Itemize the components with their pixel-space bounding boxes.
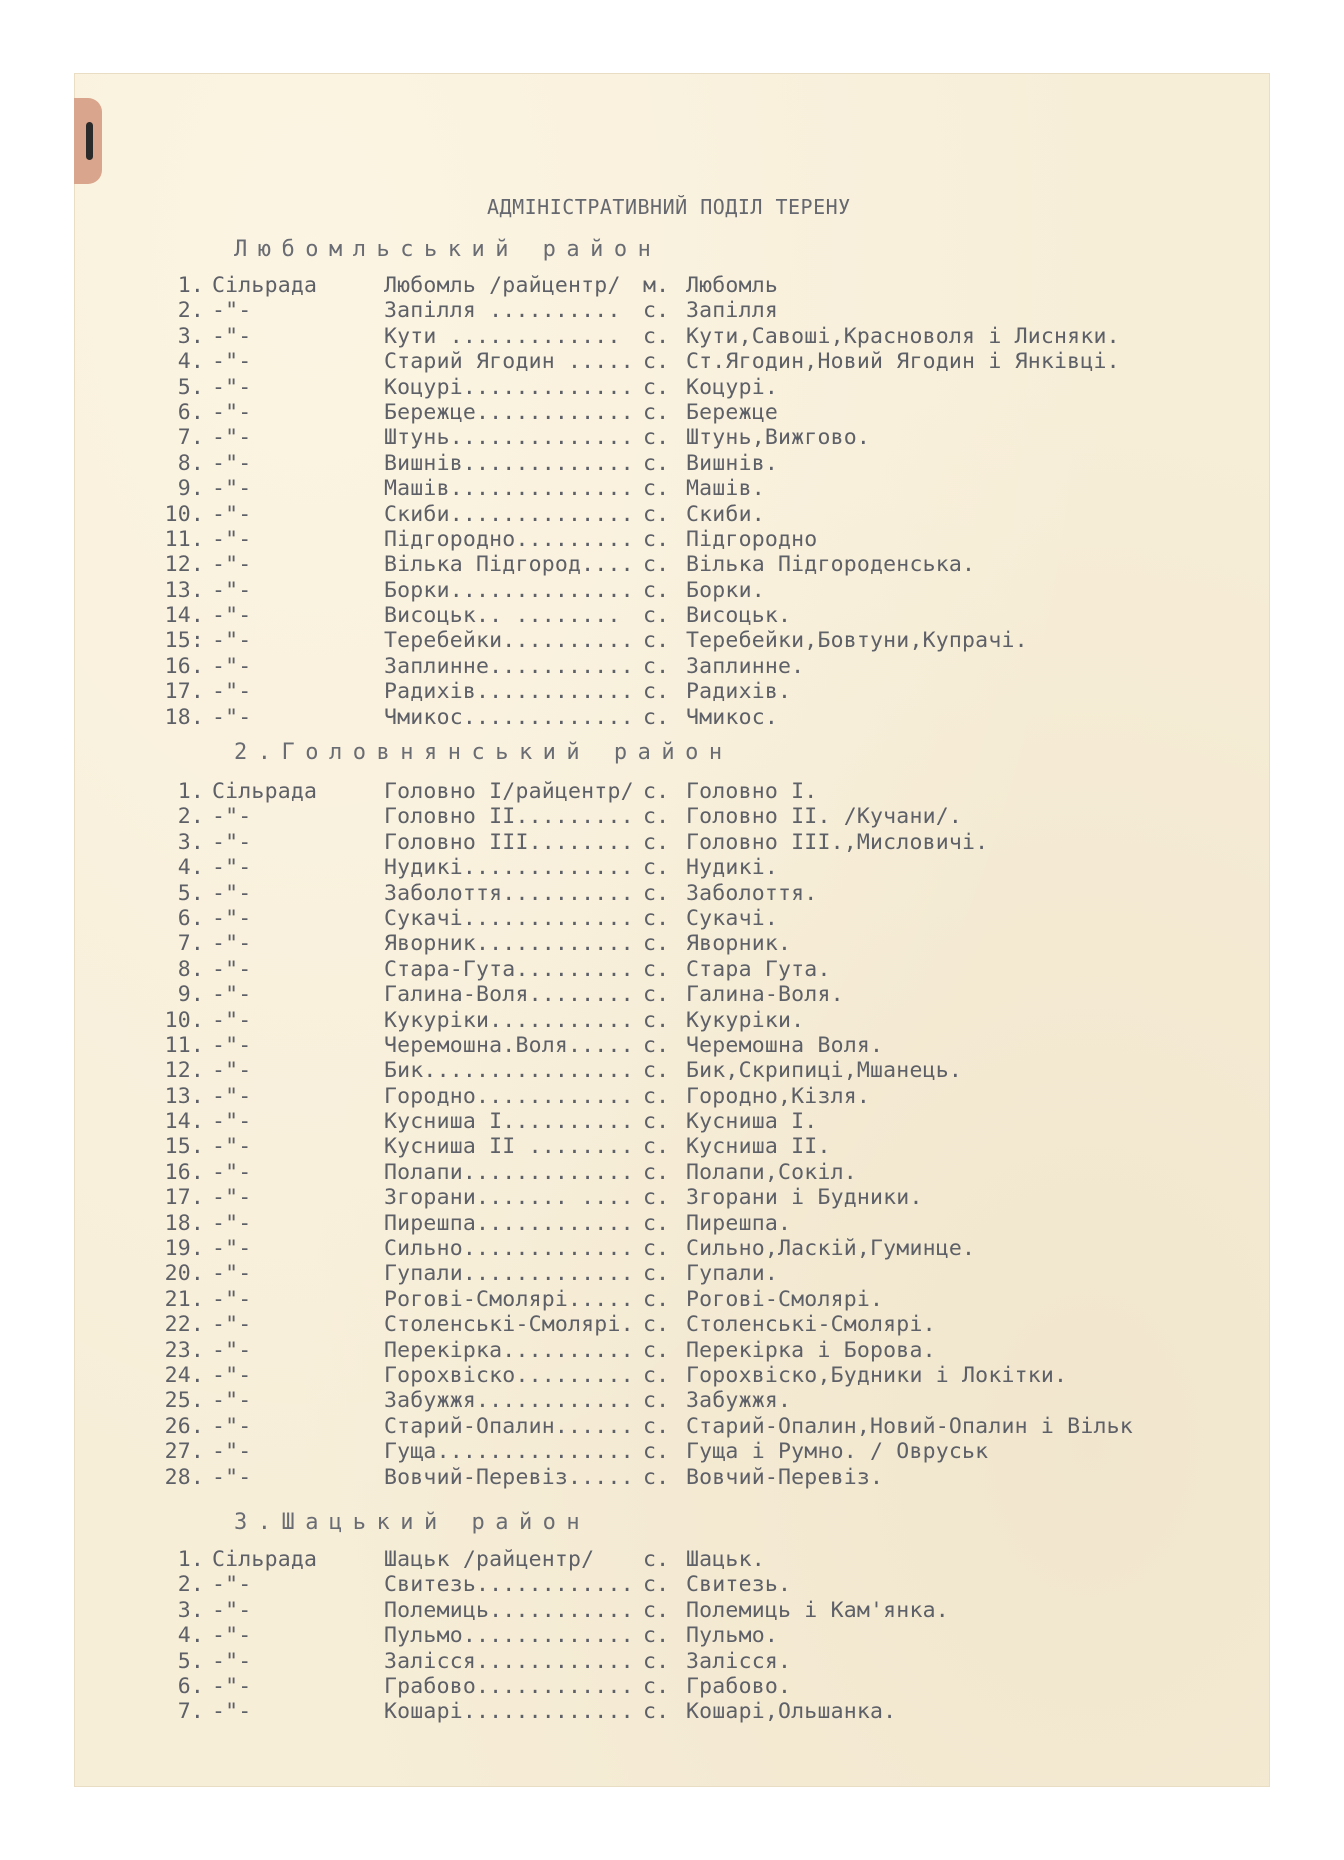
council-name: Головно І/райцентр/ [384, 779, 634, 804]
council-type: -"- [212, 905, 252, 931]
village-list: Заболоття. [686, 880, 818, 906]
row-number: 6. [177, 399, 204, 425]
council-type: -"- [212, 804, 252, 830]
council-type: -"- [212, 1185, 252, 1211]
council-type: -"- [212, 526, 252, 552]
settlement-kind: с. [643, 1058, 670, 1084]
settlement-kind: с. [643, 603, 670, 629]
village-list: Вишнів. [686, 450, 779, 476]
settlement-kind: с. [643, 526, 670, 552]
settlement-kind: с. [643, 1236, 670, 1262]
settlement-kind: с. [643, 1134, 670, 1160]
council-type: Сільрада [212, 779, 318, 804]
settlement-kind: с. [643, 1312, 670, 1338]
row-number: 12. [164, 1058, 204, 1084]
council-type: -"- [212, 1597, 252, 1623]
council-name: Рогові-Смолярі..... [384, 1286, 634, 1312]
council-type: -"- [212, 1261, 252, 1287]
village-list: Заплинне. [686, 653, 805, 679]
row-number: 13. [164, 1083, 204, 1109]
village-list: Полемиць і Кам'янка. [686, 1597, 949, 1623]
council-type: -"- [212, 399, 252, 425]
row-number: 20. [164, 1261, 204, 1287]
village-list: Шацьк. [686, 1547, 765, 1572]
village-list: Вовчий-Перевіз. [686, 1464, 884, 1490]
row-number: 6. [177, 1673, 204, 1699]
council-type: -"- [212, 450, 252, 476]
village-list: Пирешпа. [686, 1210, 792, 1236]
council-type: -"- [212, 1083, 252, 1109]
settlement-kind: с. [643, 552, 670, 578]
settlement-kind: с. [643, 982, 670, 1008]
row-number: 5. [177, 1648, 204, 1674]
village-list: Стара Гута. [686, 956, 831, 982]
settlement-kind: с. [643, 956, 670, 982]
council-name: Залісся............ [384, 1648, 634, 1674]
village-list: Нудикі. [686, 855, 779, 881]
village-list: Головно І. [686, 779, 818, 804]
council-name: Чмикос............. [384, 704, 634, 730]
settlement-kind: с. [643, 1547, 670, 1572]
village-list: Старий-Опалин,Новий-Опалин і Вільк [686, 1413, 1133, 1439]
settlement-kind: с. [643, 829, 670, 855]
council-name: Старий-Опалин...... [384, 1413, 634, 1439]
village-list: Свитезь. [686, 1572, 792, 1598]
settlement-kind: с. [643, 855, 670, 881]
settlement-kind: с. [643, 1439, 670, 1465]
council-type: -"- [212, 880, 252, 906]
village-list: Скиби. [686, 501, 765, 527]
village-list: Залісся. [686, 1648, 792, 1674]
village-list: Забужжя. [686, 1388, 792, 1414]
settlement-kind: с. [643, 1572, 670, 1598]
council-type: -"- [212, 603, 252, 629]
village-list: Радихів. [686, 679, 792, 705]
village-list: Черемошна Воля. [686, 1032, 884, 1058]
settlement-kind: с. [643, 1597, 670, 1623]
council-type: -"- [212, 982, 252, 1008]
council-type: -"- [212, 1388, 252, 1414]
council-name: Гупали............. [384, 1261, 634, 1287]
settlement-kind: с. [643, 1032, 670, 1058]
district-heading-shatsk: 3.Шацький район [234, 1510, 591, 1535]
council-name: Шацьк /райцентр/ [384, 1547, 595, 1572]
council-name: Столенські-Смолярі. [384, 1312, 634, 1338]
council-type: -"- [212, 476, 252, 502]
row-number: 24. [164, 1362, 204, 1388]
council-name: Кусниша ІІ ........ [384, 1134, 634, 1160]
row-number: 3. [177, 1597, 204, 1623]
row-number: 15. [164, 1134, 204, 1160]
village-list: Гуща і Румно. / Овруськ [686, 1439, 989, 1465]
council-name: Підгородно......... [384, 526, 634, 552]
council-name: Сукачі............. [384, 905, 634, 931]
village-list: Вілька Підгороденська. [686, 552, 976, 578]
council-name: Нудикі............. [384, 855, 634, 881]
council-type: -"- [212, 323, 252, 349]
settlement-kind: с. [643, 1464, 670, 1490]
document-page [74, 73, 1270, 1787]
council-type: -"- [212, 704, 252, 730]
council-type: -"- [212, 931, 252, 957]
village-list: Пульмо. [686, 1623, 779, 1649]
council-name: Городно............ [384, 1083, 634, 1109]
council-type: -"- [212, 501, 252, 527]
council-type: -"- [212, 1337, 252, 1363]
village-list: Бик,Скрипиці,Мшанець. [686, 1058, 963, 1084]
council-name: Свитезь............ [384, 1572, 634, 1598]
council-name: Кусниша І.......... [384, 1109, 634, 1135]
council-type: -"- [212, 425, 252, 451]
village-list: Головно ІІ. /Кучани/. [686, 804, 963, 830]
council-type: -"- [212, 855, 252, 881]
settlement-kind: с. [643, 1699, 670, 1725]
settlement-kind: с. [643, 804, 670, 830]
council-name: Бик................ [384, 1058, 634, 1084]
village-list: Любомль [686, 273, 779, 298]
council-type: -"- [212, 552, 252, 578]
village-list: Кусниша І. [686, 1109, 818, 1135]
council-name: Любомль /райцентр/ [384, 273, 621, 298]
council-type: -"- [212, 1058, 252, 1084]
settlement-kind: с. [643, 779, 670, 804]
village-list: Рогові-Смолярі. [686, 1286, 884, 1312]
village-list: Коцурі. [686, 374, 779, 400]
row-number: 4. [177, 855, 204, 881]
settlement-kind: с. [643, 1261, 670, 1287]
settlement-kind: с. [643, 1388, 670, 1414]
council-name: Висоцьк.. ........ [384, 603, 621, 629]
settlement-kind: с. [643, 577, 670, 603]
village-list: Горохвіско,Будники і Локітки. [686, 1362, 1068, 1388]
settlement-kind: с. [643, 1210, 670, 1236]
council-name: Штунь.............. [384, 425, 634, 451]
village-list: Висоцьк. [686, 603, 792, 629]
row-number: 19. [164, 1236, 204, 1262]
settlement-kind: с. [643, 425, 670, 451]
village-list: Кошарі,Ольшанка. [686, 1699, 897, 1725]
council-name: Запілля .......... [384, 298, 621, 324]
row-number: 11. [164, 1032, 204, 1058]
settlement-kind: с. [643, 1623, 670, 1649]
row-number: 16. [164, 653, 204, 679]
council-name: Кукуріки........... [384, 1007, 634, 1033]
council-name: Теребейки.......... [384, 628, 634, 654]
row-number: 10. [164, 501, 204, 527]
village-list: Чмикос. [686, 704, 779, 730]
row-number: 4. [177, 1623, 204, 1649]
settlement-kind: с. [643, 1159, 670, 1185]
village-list: Гупали. [686, 1261, 779, 1287]
village-list: Підгородно [686, 526, 818, 552]
settlement-kind: с. [643, 399, 670, 425]
row-number: 9. [177, 982, 204, 1008]
settlement-kind: с. [643, 501, 670, 527]
row-number: 25. [164, 1388, 204, 1414]
row-number: 4. [177, 349, 204, 375]
row-number: 16. [164, 1159, 204, 1185]
settlement-kind: с. [643, 450, 670, 476]
binding-tab [74, 98, 102, 184]
council-type: -"- [212, 1210, 252, 1236]
village-list: Полапи,Сокіл. [686, 1159, 857, 1185]
council-type: -"- [212, 1362, 252, 1388]
row-number: 8. [177, 450, 204, 476]
row-number: 8. [177, 956, 204, 982]
council-name: Головно ІІ......... [384, 804, 634, 830]
settlement-kind: с. [643, 1109, 670, 1135]
village-list: Теребейки,Бовтуни,Купрачі. [686, 628, 1028, 654]
council-type: -"- [212, 628, 252, 654]
row-number: 12. [164, 552, 204, 578]
council-type: -"- [212, 956, 252, 982]
council-type: -"- [212, 1572, 252, 1598]
row-number: 18. [164, 1210, 204, 1236]
council-name: Заболоття.......... [384, 880, 634, 906]
settlement-kind: с. [643, 1648, 670, 1674]
row-number: 26. [164, 1413, 204, 1439]
council-name: Машів.............. [384, 476, 634, 502]
council-type: Сільрада [212, 1547, 318, 1572]
settlement-kind: с. [643, 1286, 670, 1312]
district-heading-holovne: 2.Головнянський район [234, 740, 733, 765]
settlement-kind: с. [643, 349, 670, 375]
row-number: 14. [164, 1109, 204, 1135]
council-name: Гуща............... [384, 1439, 634, 1465]
council-type: -"- [212, 1134, 252, 1160]
council-type: -"- [212, 1673, 252, 1699]
council-type: -"- [212, 1007, 252, 1033]
council-type: -"- [212, 577, 252, 603]
settlement-kind: с. [643, 653, 670, 679]
settlement-kind: с. [643, 374, 670, 400]
council-name: Кошарі............. [384, 1699, 634, 1725]
council-name: Вілька Підгород.... [384, 552, 634, 578]
row-number: 7. [177, 425, 204, 451]
row-number: 7. [177, 931, 204, 957]
council-name: Галина-Воля........ [384, 982, 634, 1008]
village-list: Борки. [686, 577, 765, 603]
row-number: 14. [164, 603, 204, 629]
council-name: Бережце............ [384, 399, 634, 425]
council-name: Заплинне........... [384, 653, 634, 679]
binding-mark [86, 122, 93, 160]
council-name: Забужжя............ [384, 1388, 634, 1414]
settlement-kind: с. [643, 323, 670, 349]
settlement-kind: с. [643, 1185, 670, 1211]
row-number: 13. [164, 577, 204, 603]
council-type: -"- [212, 1286, 252, 1312]
council-type: -"- [212, 1699, 252, 1725]
council-name: Яворник............ [384, 931, 634, 957]
row-number: 3. [177, 829, 204, 855]
settlement-kind: с. [643, 628, 670, 654]
council-name: Стара-Гута......... [384, 956, 634, 982]
village-list: Перекірка і Борова. [686, 1337, 936, 1363]
village-list: Грабово. [686, 1673, 792, 1699]
row-number: 1. [177, 273, 204, 298]
council-type: -"- [212, 349, 252, 375]
council-name: Полапи............. [384, 1159, 634, 1185]
settlement-kind: с. [643, 931, 670, 957]
council-name: Грабово............ [384, 1673, 634, 1699]
council-type: -"- [212, 1109, 252, 1135]
council-name: Кути ............. [384, 323, 621, 349]
council-type: -"- [212, 1439, 252, 1465]
council-name: Сильно............. [384, 1236, 634, 1262]
district-heading-lyuboml: Любомльський район [234, 237, 662, 262]
council-name: Пульмо............. [384, 1623, 634, 1649]
settlement-kind: м. [643, 273, 670, 298]
row-number: 23. [164, 1337, 204, 1363]
village-list: Штунь,Вижгово. [686, 425, 871, 451]
village-list: Кути,Савоші,Красноволя і Лисняки. [686, 323, 1120, 349]
settlement-kind: с. [643, 704, 670, 730]
row-number: 11. [164, 526, 204, 552]
council-type: -"- [212, 1159, 252, 1185]
council-name: Коцурі............. [384, 374, 634, 400]
village-list: Головно ІІІ.,Мисловичі. [686, 829, 989, 855]
council-type: -"- [212, 298, 252, 324]
document-title: АДМІНІСТРАТИВНИЙ ПОДІЛ ТЕРЕНУ [487, 195, 851, 219]
village-list: Згорани і Будники. [686, 1185, 923, 1211]
village-list: Столенські-Смолярі. [686, 1312, 936, 1338]
row-number: 5. [177, 880, 204, 906]
council-type: -"- [212, 1236, 252, 1262]
row-number: 9. [177, 476, 204, 502]
council-name: Борки.............. [384, 577, 634, 603]
row-number: 28. [164, 1464, 204, 1490]
row-number: 2. [177, 298, 204, 324]
council-type: -"- [212, 679, 252, 705]
council-type: -"- [212, 374, 252, 400]
village-list: Яворник. [686, 931, 792, 957]
council-name: Вишнів............. [384, 450, 634, 476]
row-number: 17. [164, 679, 204, 705]
settlement-kind: с. [643, 1362, 670, 1388]
settlement-kind: с. [643, 298, 670, 324]
village-list: Кусниша ІІ. [686, 1134, 831, 1160]
council-name: Пирешпа............ [384, 1210, 634, 1236]
row-number: 15: [164, 628, 204, 654]
council-type: -"- [212, 829, 252, 855]
village-list: Сильно,Ласкій,Гуминце. [686, 1236, 976, 1262]
village-list: Запілля [686, 298, 779, 324]
council-name: Головно ІІІ........ [384, 829, 634, 855]
council-type: Сільрада [212, 273, 318, 298]
settlement-kind: с. [643, 905, 670, 931]
council-name: Згорани....... .... [384, 1185, 634, 1211]
council-name: Вовчий-Перевіз..... [384, 1464, 634, 1490]
row-number: 27. [164, 1439, 204, 1465]
village-list: Ст.Ягодин,Новий Ягодин і Янківці. [686, 349, 1120, 375]
row-number: 5. [177, 374, 204, 400]
council-name: Перекірка.......... [384, 1337, 634, 1363]
village-list: Городно,Кізля. [686, 1083, 871, 1109]
village-list: Кукуріки. [686, 1007, 805, 1033]
row-number: 3. [177, 323, 204, 349]
settlement-kind: с. [643, 1337, 670, 1363]
village-list: Сукачі. [686, 905, 779, 931]
council-type: -"- [212, 1623, 252, 1649]
council-name: Горохвіско......... [384, 1362, 634, 1388]
council-type: -"- [212, 653, 252, 679]
council-name: Черемошна.Воля..... [384, 1032, 634, 1058]
settlement-kind: с. [643, 1413, 670, 1439]
council-name: Радихів............ [384, 679, 634, 705]
settlement-kind: с. [643, 476, 670, 502]
settlement-kind: с. [643, 1007, 670, 1033]
village-list: Бережце [686, 399, 779, 425]
settlement-kind: с. [643, 1673, 670, 1699]
settlement-kind: с. [643, 880, 670, 906]
village-list: Машів. [686, 476, 765, 502]
settlement-kind: с. [643, 1083, 670, 1109]
row-number: 22. [164, 1312, 204, 1338]
row-number: 2. [177, 804, 204, 830]
row-number: 1. [177, 1547, 204, 1572]
council-name: Полемиць........... [384, 1597, 634, 1623]
council-type: -"- [212, 1648, 252, 1674]
row-number: 21. [164, 1286, 204, 1312]
row-number: 17. [164, 1185, 204, 1211]
council-type: -"- [212, 1032, 252, 1058]
settlement-kind: с. [643, 679, 670, 705]
row-number: 10. [164, 1007, 204, 1033]
row-number: 7. [177, 1699, 204, 1725]
council-name: Старий Ягодин ..... [384, 349, 634, 375]
village-list: Галина-Воля. [686, 982, 844, 1008]
council-type: -"- [212, 1413, 252, 1439]
council-type: -"- [212, 1464, 252, 1490]
council-type: -"- [212, 1312, 252, 1338]
row-number: 6. [177, 905, 204, 931]
council-name: Скиби.............. [384, 501, 634, 527]
row-number: 1. [177, 779, 204, 804]
row-number: 2. [177, 1572, 204, 1598]
row-number: 18. [164, 704, 204, 730]
